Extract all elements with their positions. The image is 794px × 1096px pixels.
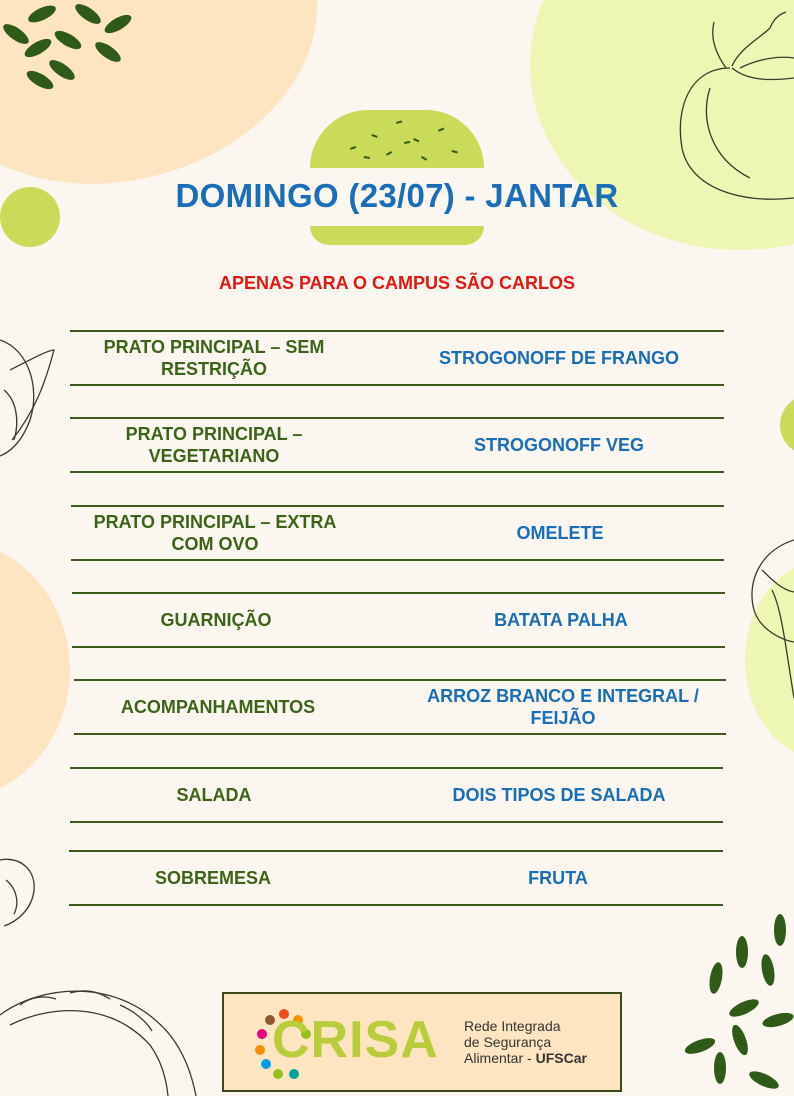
- lettuce-icon: [0, 850, 40, 930]
- page-title: DOMINGO (23/07) - JANTAR: [175, 177, 619, 214]
- logo-line-bold: UFSCar: [535, 1050, 587, 1066]
- menu-item-value: ARROZ BRANCO E INTEGRAL / FEIJÃO: [427, 686, 699, 728]
- logo-wordmark: CRISA: [272, 1011, 439, 1069]
- menu-item-label: ACOMPANHAMENTOS: [120, 697, 316, 717]
- logo-line: Rede Integrada: [464, 1018, 561, 1034]
- menu-item-label: PRATO PRINCIPAL – EXTRA COM OVO: [93, 512, 337, 554]
- menu-item-value: FRUTA: [528, 868, 588, 888]
- menu-item-value: DOIS TIPOS DE SALADA: [452, 785, 666, 805]
- taco-icon: [0, 975, 200, 1096]
- logo-line: de Segurança: [464, 1034, 552, 1050]
- row-divider: [70, 384, 724, 386]
- menu-item-value: STROGONOFF DE FRANGO: [439, 348, 679, 368]
- lettuce-icon: [742, 530, 794, 700]
- row-divider: [72, 646, 725, 648]
- lettuce-icon: [0, 330, 56, 460]
- row-divider: [69, 904, 723, 906]
- leaf-cluster-icon: [0, 0, 140, 100]
- menu-item-value: OMELETE: [516, 523, 604, 543]
- menu-item-label: GUARNIÇÃO: [160, 610, 272, 630]
- logo-line-prefix: Alimentar -: [464, 1050, 536, 1066]
- menu-item-label: SOBREMESA: [154, 868, 271, 888]
- menu-item-value: BATATA PALHA: [494, 610, 628, 630]
- row-divider: [71, 559, 724, 561]
- menu-item-value: STROGONOFF VEG: [473, 435, 644, 455]
- menu-item-label: PRATO PRINCIPAL – VEGETARIANO: [125, 424, 303, 466]
- background-peach-blob-left: [0, 540, 70, 800]
- sesame-seeds: [310, 110, 484, 168]
- leaf-cluster-icon: [670, 910, 794, 1096]
- menu-row: [71, 505, 724, 561]
- menu-row: [70, 417, 724, 473]
- menu-item-label: SALADA: [176, 785, 252, 805]
- logo-tagline: [464, 1018, 587, 1066]
- row-divider: [70, 821, 723, 823]
- crisa-logo: [222, 992, 622, 1092]
- menu-row: [70, 767, 723, 823]
- logo-line: [464, 1050, 587, 1066]
- menu-row: [72, 592, 725, 648]
- green-dot-right: [780, 395, 794, 455]
- row-divider: [70, 471, 724, 473]
- row-divider: [74, 733, 726, 735]
- menu-row: [74, 679, 726, 735]
- burger-bun-bottom: [310, 226, 484, 245]
- menu-row: [69, 850, 723, 906]
- campus-notice: APENAS PARA O CAMPUS SÃO CARLOS: [218, 273, 576, 293]
- menu-row: [70, 330, 724, 386]
- menu-item-label: PRATO PRINCIPAL – SEM RESTRIÇÃO: [103, 337, 325, 379]
